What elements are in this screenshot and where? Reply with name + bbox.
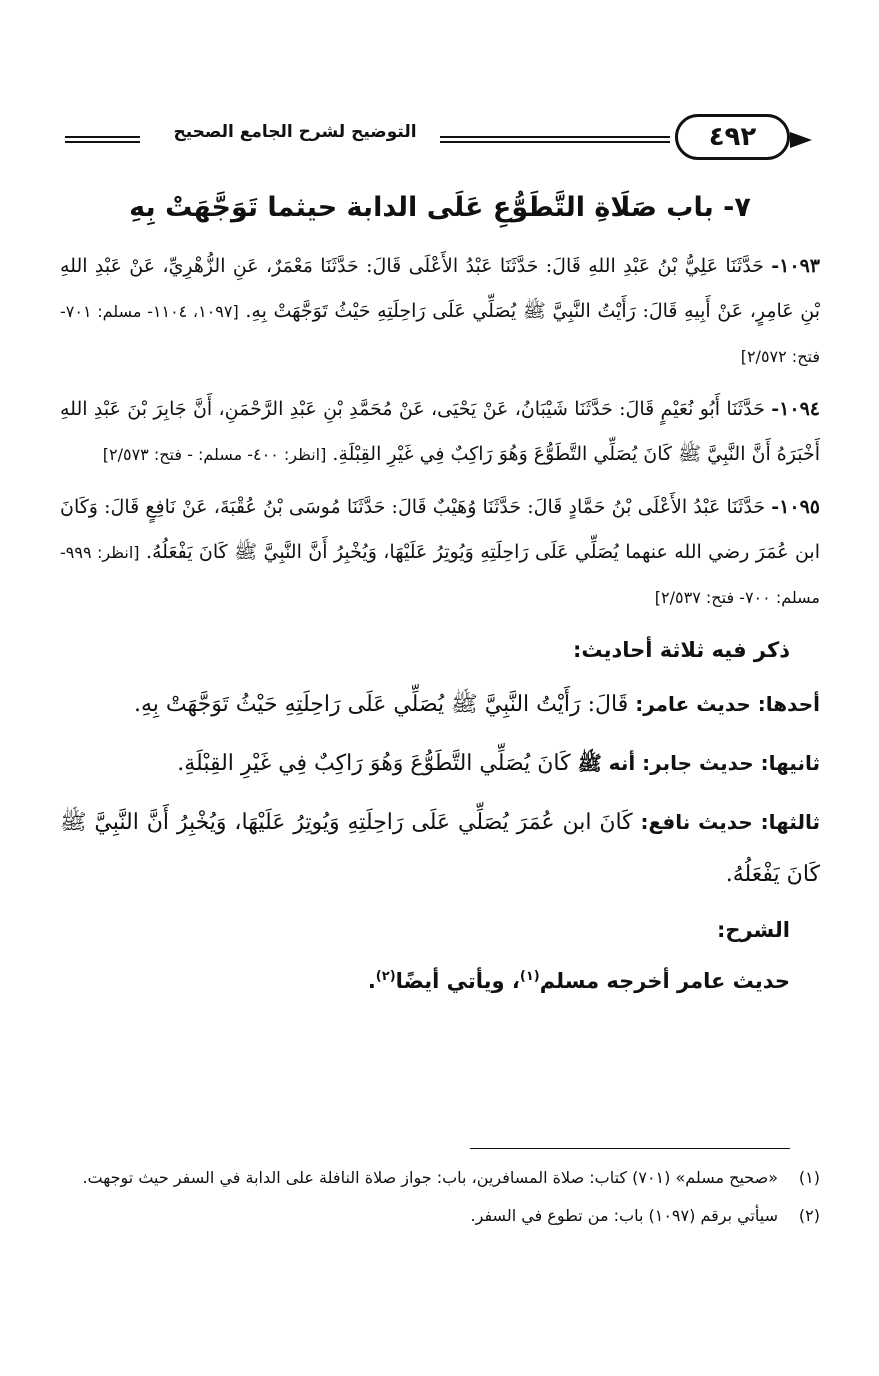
page-header (55, 110, 825, 166)
hadith-1095 (60, 485, 820, 620)
footnote-divider (470, 1148, 790, 1149)
hadith-1094 (60, 387, 820, 477)
summary-label: ثانيها: حديث جابر: أنه ﷺ (577, 751, 820, 775)
hadith-text: حَدَّثَنَا عَبْدُ الأَعْلَى بْنُ حَمَّادٍ قَالَ: حَدَّثَنَا وُهَيْبٌ قَالَ: حَدَّثَنَا مُوسَى بْنُ عُقْبَةَ، عَنْ نَافِعٍ قَالَ: وَكَانَ ابن عُمَرَ رضي الله عنهما يُصَلِّي عَلَى رَاحِلَتِهِ وَيُوتِرُ عَلَيْهَا، وَيُخْبِرُ أَنَّ النَّبِيَّ ﷺ كَانَ يَفْعَلُهُ. (60, 496, 820, 563)
footnote-item (60, 1198, 820, 1234)
book-title: التوضيح لشرح الجامع الصحيح (173, 122, 417, 142)
hadith-number: ١٠٩٣- (771, 255, 820, 277)
header-rule-middle (440, 136, 670, 143)
summary-second (60, 737, 820, 790)
hadith-1093 (60, 244, 820, 379)
footnote-ref-2[interactable]: (٢) (375, 969, 396, 984)
summary-text: قَالَ: رَأَيْتُ النَّبِيَّ ﷺ يُصَلِّي عَلَى رَاحِلَتِهِ حَيْثُ تَوَجَّهَتْ بِهِ. (134, 692, 629, 717)
page-number: ٤٩٢ (675, 114, 790, 160)
hadith-reference: [انظر: ٤٠٠- مسلم: - فتح: ٢/٥٧٣] (102, 445, 327, 464)
hadith-number: ١٠٩٥- (771, 496, 820, 518)
footnote-item (60, 1160, 820, 1196)
commentary-part: حديث عامر أخرجه مسلم (539, 969, 790, 993)
commentary-text (60, 953, 820, 1005)
hadith-reference: [١٠٩٧، ١١٠٤- مسلم: ٧٠١- فتح: ٢/٥٧٢] (60, 302, 820, 366)
main-text (60, 182, 820, 1005)
footnote-ref-1[interactable]: (١) (519, 969, 540, 984)
summary-label: ثالثها: حديث نافع: (640, 810, 820, 834)
summary-text: كَانَ يُصَلِّي التَّطَوُّعَ وَهُوَ رَاكِبٌ فِي غَيْرِ القِبْلَةِ. (177, 751, 571, 776)
footnote-text: سيأتي برقم (١٠٩٧) باب: من تطوع في السفر. (470, 1206, 778, 1225)
footnote-marker: (١) (798, 1168, 820, 1187)
footnote-marker: (٢) (798, 1206, 820, 1225)
summary-first (60, 678, 820, 731)
header-rule-left (65, 136, 140, 143)
summary-text: كَانَ ابن عُمَرَ يُصَلِّي عَلَى رَاحِلَتِهِ وَيُوتِرُ عَلَيْهَا، وَيُخْبِرُ أَنَّ النَّبِيَّ ﷺ كَانَ يَفْعَلُهُ. (60, 810, 820, 887)
footnote-text: «صحيح مسلم» (٧٠١) كتاب: صلاة المسافرين، باب: جواز صلاة النافلة على الدابة في السفر حيث توجهت. (82, 1168, 778, 1187)
chapter-title: ٧- باب صَلَاةِ التَّطَوُّعِ عَلَى الدابة حيثما تَوَجَّهَتْ بِهِ (129, 192, 751, 223)
hadith-text: حَدَّثَنَا أَبُو نُعَيْمٍ قَالَ: حَدَّثَنَا شَيْبَانُ، عَنْ يَحْيَى، عَنْ مُحَمَّدِ بْنِ عَبْدِ الرَّحْمَنِ، أَنَّ جَابِرَ بْنَ عَبْدِ اللهِ أَخْبَرَهُ أَنَّ النَّبِيَّ ﷺ كَانَ يُصَلِّي التَّطَوُّعَ وَهُوَ رَاكِبٌ فِي غَيْرِ القِبْلَةِ. (60, 398, 820, 465)
header-arrow-ornament (790, 132, 812, 148)
hadith-reference: [انظر: ٩٩٩- مسلم: ٧٠٠- فتح: ٢/٥٣٧] (60, 543, 820, 607)
hadith-text: حَدَّثَنَا عَلِيُّ بْنُ عَبْدِ اللهِ قَالَ: حَدَّثَنَا عَبْدُ الأَعْلَى قَالَ: حَدَّثَنَا مَعْمَرٌ، عَنِ الزُّهْرِيِّ، عَنْ عَبْدِ اللهِ بْنِ عَامِرٍ، عَنْ أَبِيهِ قَالَ: رَأَيْتُ النَّبِيَّ ﷺ يُصَلِّي عَلَى رَاحِلَتِهِ حَيْثُ تَوَجَّهَتْ بِهِ. (60, 255, 821, 322)
commentary-heading: الشرح: (716, 918, 790, 942)
summary-third (60, 796, 820, 901)
summary-label: أحدها: حديث عامر: (635, 692, 820, 716)
hadith-number: ١٠٩٤- (771, 398, 820, 420)
commentary-part: ، ويأتي أيضًا (395, 969, 520, 993)
commentary-end: . (367, 969, 376, 993)
footnotes (60, 1160, 820, 1236)
hadith-count-intro: ذكر فيه ثلاثة أحاديث: (572, 638, 790, 662)
